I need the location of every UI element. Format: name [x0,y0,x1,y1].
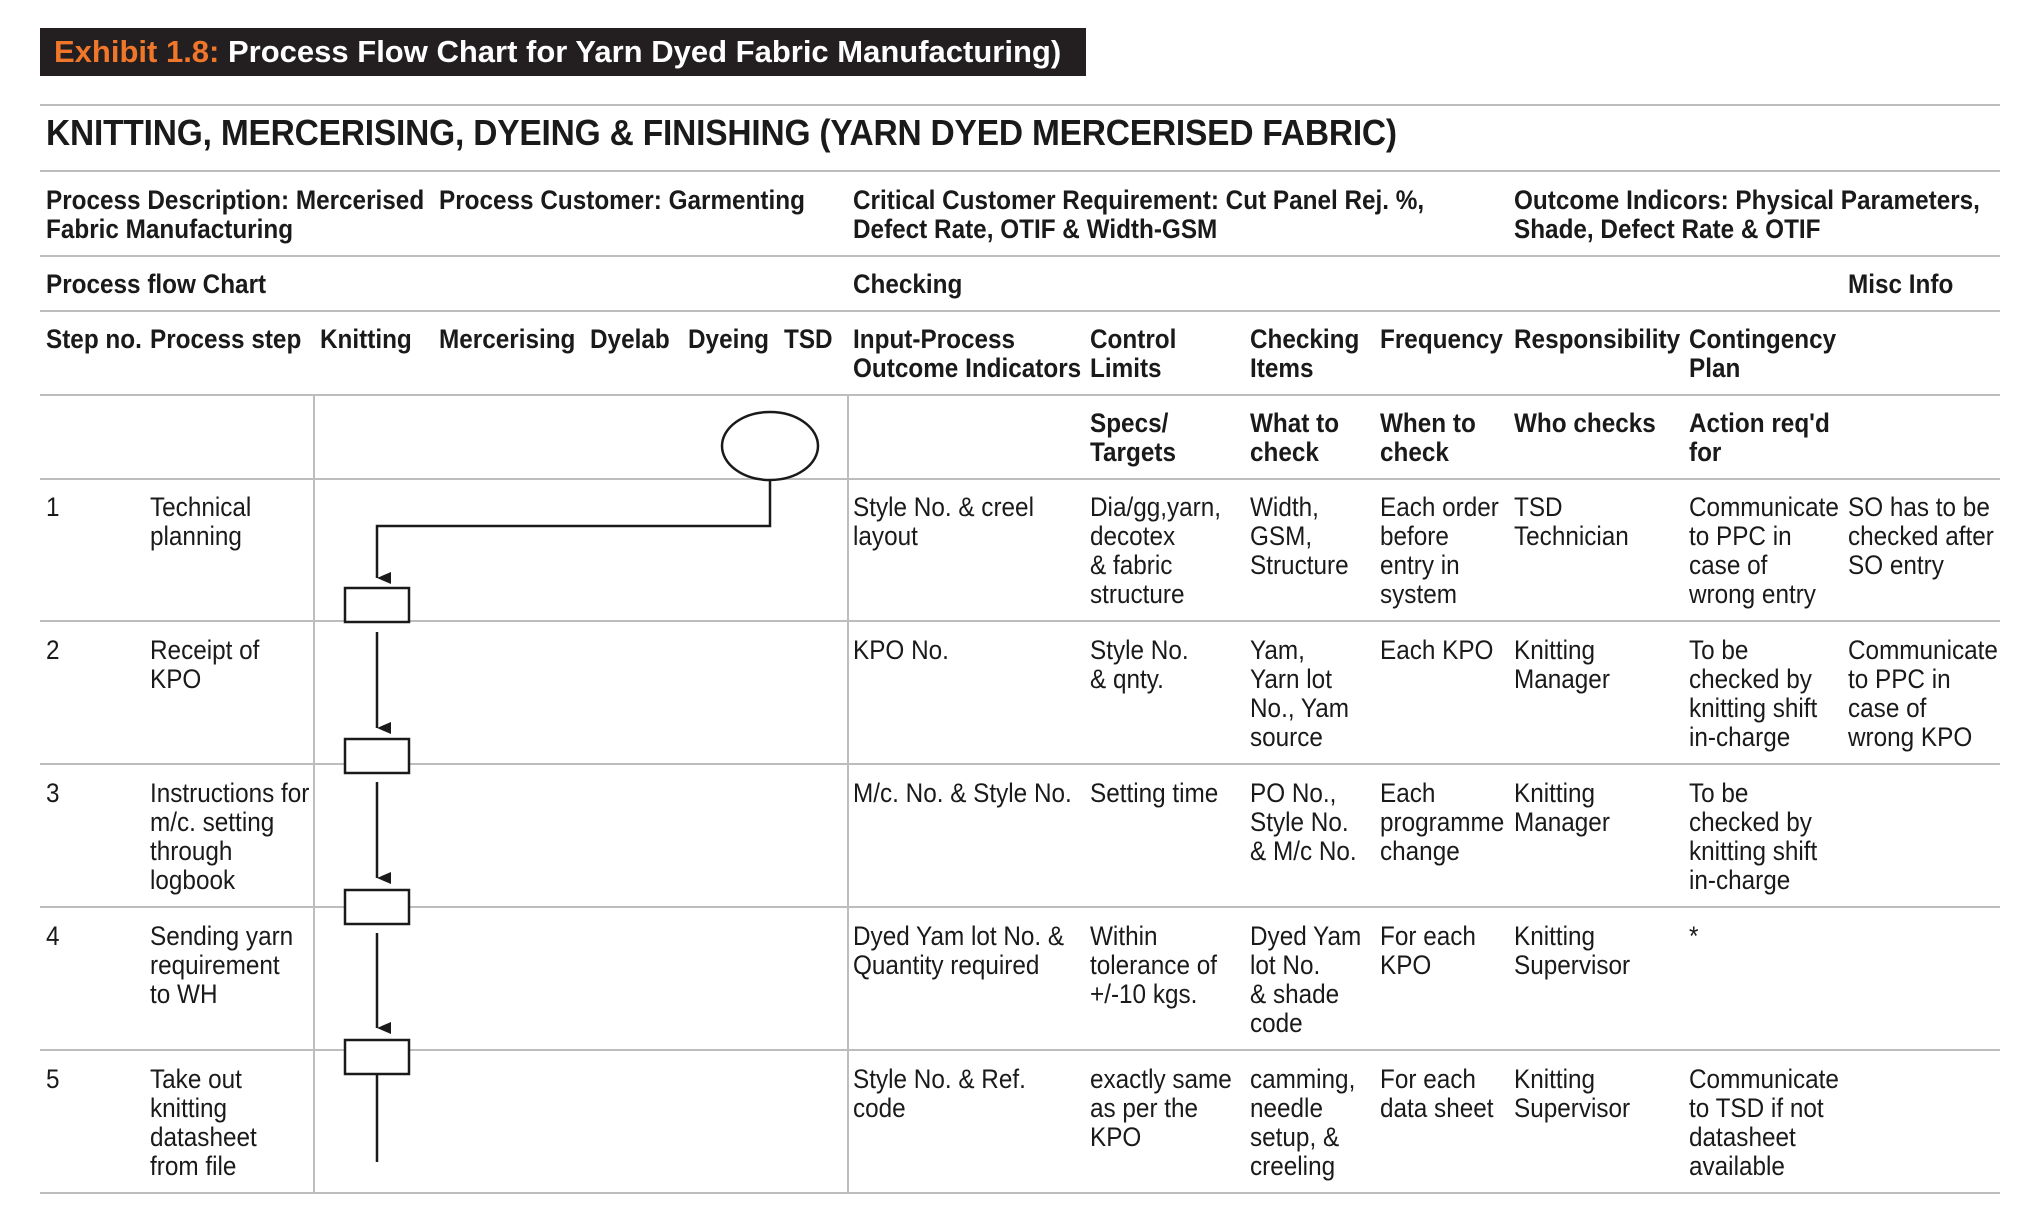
section-flow-chart: Process flow Chart [46,269,267,299]
row2-misc: Communicate to PPC in case of wrong KPO [1848,635,1998,752]
flow-connector-start [377,480,770,578]
outcome-indicators: Outcome Indicors: Physical Parameters, Shade, Defect Rate & OTIF [1514,185,1980,244]
row3-what: PO No., Style No. & M/c No. [1250,778,1357,866]
row1-when: Each order before entry in system [1380,492,1499,609]
row4-action: * [1689,921,1699,951]
row5-who: Knitting Supervisor [1514,1064,1631,1123]
row3-step: Instructions for m/c. setting through logbook [150,778,310,895]
sub-who: Who checks [1514,408,1656,438]
row1-indicator: Style No. & creel layout [853,492,1034,551]
col-checking-items: Checking Items [1250,324,1360,383]
row2-what: Yam, Yarn lot No., Yam source [1250,635,1350,752]
row4-when: For each KPO [1380,921,1476,980]
col-mercerising: Mercerising [439,324,576,354]
sub-when: When to check [1380,408,1476,467]
section-misc-info: Misc Info [1848,269,1954,299]
sub-action: Action req'd for [1689,408,1830,467]
row3-when: Each programme change [1380,778,1505,866]
col-contingency: Contingency Plan [1689,324,1837,383]
row2-specs: Style No. & qnty. [1090,635,1189,694]
page-title: KNITTING, MERCERISING, DYEING & FINISHING (YARN DYED MERCERISED FABRIC) [46,112,1397,153]
flow-step-box-1 [345,588,409,622]
row1-action: Communicate to PPC in case of wrong entry [1689,492,1839,609]
row2-step: Receipt of KPO [150,635,260,694]
col-knitting: Knitting [320,324,412,354]
row1-no: 1 [46,492,60,522]
row3-indicator: M/c. No. & Style No. [853,778,1072,808]
row5-what: camming, needle setup, & creeling [1250,1064,1356,1181]
row4-step: Sending yarn requirement to WH [150,921,294,1009]
row1-step: Technical planning [150,492,252,551]
col-step-no: Step no. [46,324,142,354]
row5-specs: exactly same as per the KPO [1090,1064,1232,1152]
exhibit-title: Process Flow Chart for Yarn Dyed Fabric Manufacturing) [228,34,1062,69]
row4-indicator: Dyed Yam lot No. & Quantity required [853,921,1065,980]
flow-step-box-3 [345,890,409,924]
row4-no: 4 [46,921,60,951]
row1-specs: Dia/gg,yarn, decotex & fabric structure [1090,492,1222,609]
row3-no: 3 [46,778,60,808]
row2-no: 2 [46,635,60,665]
row5-indicator: Style No. & Ref. code [853,1064,1026,1123]
row1-misc: SO has to be checked after SO entry [1848,492,1994,580]
section-checking: Checking [853,269,963,299]
col-responsibility: Responsibility [1514,324,1681,354]
flow-step-box-2 [345,739,409,773]
col-dyeing: Dyeing [688,324,770,354]
exhibit-number: Exhibit 1.8: [54,34,220,69]
row3-who: Knitting Manager [1514,778,1610,837]
row5-step: Take out knitting datasheet from file [150,1064,257,1181]
flow-step-box-4 [345,1040,409,1074]
process-description: Process Description: Mercerised Fabric Manufacturing [46,185,425,244]
row4-what: Dyed Yam lot No. & shade code [1250,921,1362,1038]
row4-who: Knitting Supervisor [1514,921,1631,980]
row2-when: Each KPO [1380,635,1494,665]
row3-specs: Setting time [1090,778,1219,808]
col-dyelab: Dyelab [590,324,670,354]
row5-when: For each data sheet [1380,1064,1494,1123]
col-indicators: Input-Process Outcome Indicators [853,324,1082,383]
sub-what: What to check [1250,408,1340,467]
flow-start-terminal [722,412,818,480]
row2-indicator: KPO No. [853,635,949,665]
process-customer: Process Customer: Garmenting [439,185,805,215]
sub-specs: Specs/ Targets [1090,408,1176,467]
row3-action: To be checked by knitting shift in-charge [1689,778,1818,895]
critical-requirement: Critical Customer Requirement: Cut Panel Rej. %, Defect Rate, OTIF & Width-GSM [853,185,1425,244]
row2-who: Knitting Manager [1514,635,1610,694]
col-control-limits: Control Limits [1090,324,1177,383]
row4-specs: Within tolerance of +/-10 kgs. [1090,921,1217,1009]
row5-no: 5 [46,1064,60,1094]
col-frequency: Frequency [1380,324,1503,354]
row2-action: To be checked by knitting shift in-charge [1689,635,1818,752]
row1-who: TSD Technician [1514,492,1629,551]
col-process-step: Process step [150,324,302,354]
col-tsd: TSD [784,324,833,354]
row5-action: Communicate to TSD if not datasheet available [1689,1064,1839,1181]
row1-what: Width, GSM, Structure [1250,492,1349,580]
